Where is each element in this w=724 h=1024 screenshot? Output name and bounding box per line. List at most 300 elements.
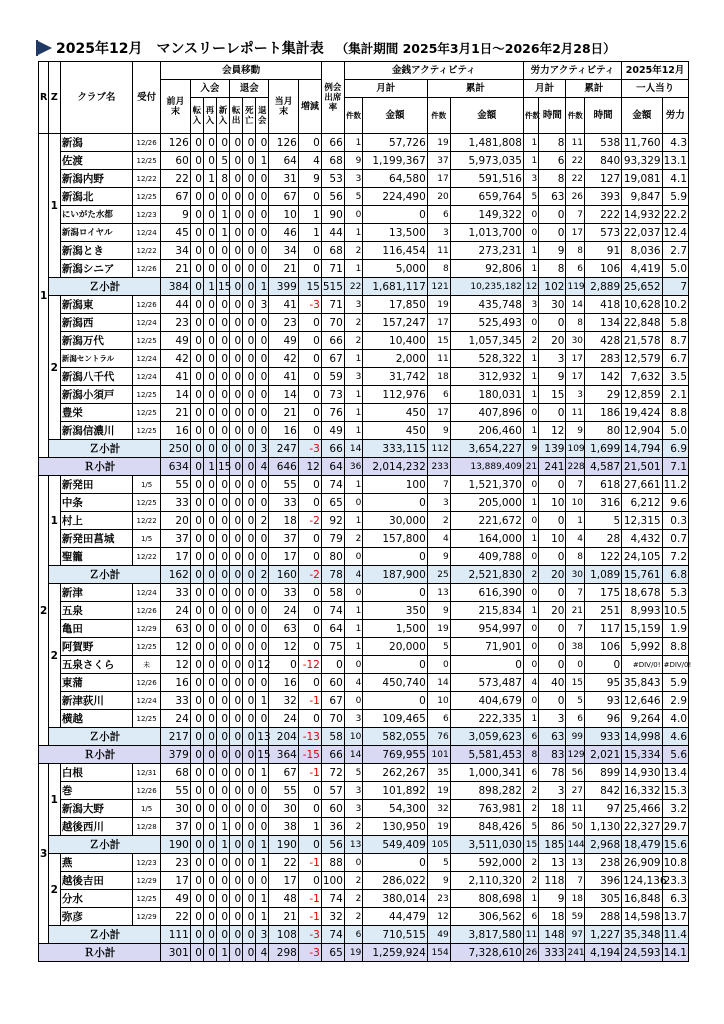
value-cell: 0 [203, 260, 216, 278]
value-cell: 0 [203, 944, 216, 962]
value-cell: 15.6 [662, 836, 688, 854]
value-cell: 8 [523, 746, 538, 764]
value-cell: 0 [216, 188, 229, 206]
value-cell: 68 [321, 152, 344, 170]
value-cell: 2 [523, 800, 538, 818]
value-cell: 283 [585, 350, 622, 368]
updated-date: 12/26 [132, 134, 160, 152]
value-cell: 0 [190, 476, 203, 494]
value-cell: 29.7 [662, 818, 688, 836]
value-cell: 0 [190, 710, 203, 728]
col-club: クラブ名 [60, 62, 132, 134]
value-cell: 0 [243, 692, 256, 710]
value-cell: 23 [161, 314, 190, 332]
subtotal-label: Ｚ小計 [48, 836, 160, 854]
club-name: 横越 [60, 710, 132, 728]
updated-date: 12/25 [132, 404, 160, 422]
value-cell: 0 [190, 260, 203, 278]
value-cell: 5.9 [662, 674, 688, 692]
value-cell: 57,726 [363, 134, 427, 152]
value-cell: 8 [539, 260, 566, 278]
value-cell: 21 [269, 908, 298, 926]
value-cell: 2 [344, 242, 363, 260]
value-cell: 0 [230, 818, 243, 836]
value-cell: 2,000 [363, 350, 427, 368]
value-cell: 0 [216, 350, 229, 368]
table-row [39, 674, 689, 692]
col-labor-monthly: 月計 [523, 80, 566, 98]
value-cell: 21,501 [622, 458, 662, 476]
value-cell: 3 [566, 386, 585, 404]
value-cell: 19 [427, 620, 450, 638]
value-cell: 64 [321, 620, 344, 638]
value-cell: 0 [203, 602, 216, 620]
value-cell: 0 [190, 872, 203, 890]
value-cell: 0 [298, 872, 321, 890]
value-cell: 101 [427, 746, 450, 764]
value-cell: 0 [243, 458, 256, 476]
table-row [39, 422, 689, 440]
value-cell: 2 [344, 530, 363, 548]
value-cell: 0 [539, 404, 566, 422]
value-cell: 0 [190, 800, 203, 818]
value-cell: 9 [427, 602, 450, 620]
value-cell: 67 [269, 764, 298, 782]
value-cell: 0 [298, 386, 321, 404]
value-cell: 0 [216, 638, 229, 656]
value-cell: 0 [298, 710, 321, 728]
value-cell: 108 [269, 926, 298, 944]
value-cell: 0 [190, 386, 203, 404]
value-cell: 221,672 [450, 512, 523, 530]
value-cell: 30 [269, 800, 298, 818]
value-cell: 842 [585, 782, 622, 800]
value-cell: 14,794 [622, 440, 662, 458]
value-cell: 0 [190, 206, 203, 224]
value-cell: 0 [190, 530, 203, 548]
value-cell: 9 [344, 152, 363, 170]
value-cell: 4,432 [622, 530, 662, 548]
value-cell: 6.7 [662, 350, 688, 368]
value-cell: 0 [256, 134, 269, 152]
value-cell: 298 [269, 944, 298, 962]
value-cell: 92 [321, 512, 344, 530]
value-cell: 1,521,370 [450, 476, 523, 494]
value-cell: 0 [230, 332, 243, 350]
value-cell: 13.1 [662, 152, 688, 170]
value-cell: 2,021 [585, 746, 622, 764]
value-cell: 15 [216, 458, 229, 476]
value-cell: 582,055 [363, 728, 427, 746]
value-cell: 15 [256, 746, 269, 764]
value-cell: 73 [321, 386, 344, 404]
table-row [39, 206, 689, 224]
value-cell: 21 [566, 602, 585, 620]
value-cell: 333,115 [363, 440, 427, 458]
zone-subtotal-row [39, 728, 689, 746]
value-cell: 59 [566, 908, 585, 926]
value-cell: 37 [269, 530, 298, 548]
value-cell: 12.4 [662, 224, 688, 242]
value-cell: 228 [566, 458, 585, 476]
value-cell: 0 [344, 854, 363, 872]
value-cell: 0 [190, 188, 203, 206]
value-cell: 21 [161, 404, 190, 422]
updated-date: 1/5 [132, 476, 160, 494]
value-cell: 8.7 [662, 332, 688, 350]
value-cell: 15 [298, 278, 321, 296]
value-cell: 42 [269, 350, 298, 368]
value-cell: 0 [203, 656, 216, 674]
value-cell: 0 [190, 656, 203, 674]
value-cell: 144 [566, 836, 585, 854]
value-cell: 11 [566, 134, 585, 152]
value-cell: 21 [269, 260, 298, 278]
value-cell: 0 [203, 242, 216, 260]
value-cell: 0 [216, 854, 229, 872]
value-cell: 0 [203, 332, 216, 350]
value-cell: 44,479 [363, 908, 427, 926]
value-cell: 0 [256, 494, 269, 512]
value-cell: 899 [585, 764, 622, 782]
value-cell: 0 [230, 404, 243, 422]
value-cell: 121 [427, 278, 450, 296]
value-cell: 88 [321, 854, 344, 872]
value-cell: -1 [298, 764, 321, 782]
value-cell: 0 [216, 386, 229, 404]
value-cell: 93,329 [622, 152, 662, 170]
table-row [39, 584, 689, 602]
value-cell: 0 [363, 584, 427, 602]
value-cell: 1 [344, 350, 363, 368]
value-cell: 206,460 [450, 422, 523, 440]
value-cell: 0 [230, 728, 243, 746]
value-cell: 6 [344, 926, 363, 944]
value-cell: 0 [216, 260, 229, 278]
value-cell: 0 [539, 224, 566, 242]
club-name: 中条 [60, 494, 132, 512]
value-cell: 0 [216, 494, 229, 512]
value-cell: 0 [298, 620, 321, 638]
value-cell: 0 [230, 638, 243, 656]
club-name: 新津 [60, 584, 132, 602]
value-cell: 0 [190, 584, 203, 602]
value-cell: 0 [243, 602, 256, 620]
value-cell: 0 [256, 476, 269, 494]
value-cell: 6 [427, 710, 450, 728]
value-cell: 3,511,030 [450, 836, 523, 854]
value-cell: 54,300 [363, 800, 427, 818]
value-cell: 157,247 [363, 314, 427, 332]
col-per-person: 一人当り [622, 80, 689, 98]
value-cell: 0 [230, 926, 243, 944]
value-cell: 27,661 [622, 476, 662, 494]
col-labor-monthly-hours: 時間 [539, 98, 566, 134]
value-cell: 76 [321, 404, 344, 422]
value-cell: 6.8 [662, 566, 688, 584]
updated-date: 12/24 [132, 368, 160, 386]
value-cell: 634 [161, 458, 190, 476]
value-cell: 11,760 [622, 134, 662, 152]
value-cell: 0 [298, 422, 321, 440]
value-cell: 0 [216, 764, 229, 782]
value-cell: 0 [190, 440, 203, 458]
value-cell: 4,419 [622, 260, 662, 278]
value-cell: 0 [243, 422, 256, 440]
col-join-new: 新入 [216, 98, 229, 134]
col-leave-quit: 退会 [256, 98, 269, 134]
value-cell: 0 [243, 872, 256, 890]
value-cell: 0 [523, 224, 538, 242]
value-cell: 65 [321, 494, 344, 512]
value-cell: 6.9 [662, 440, 688, 458]
value-cell: 4 [256, 944, 269, 962]
value-cell: 38 [566, 638, 585, 656]
value-cell: 22,327 [622, 818, 662, 836]
club-name: 越後吉田 [60, 872, 132, 890]
value-cell: 130,950 [363, 818, 427, 836]
value-cell: 12 [523, 278, 538, 296]
updated-date: 12/26 [132, 674, 160, 692]
value-cell: 44 [321, 224, 344, 242]
value-cell: 24 [269, 710, 298, 728]
club-name: 越後西川 [60, 818, 132, 836]
col-money-cum-count: 件数 [427, 98, 450, 134]
value-cell: 250 [161, 440, 190, 458]
value-cell: 7 [662, 278, 688, 296]
value-cell: 5 [344, 188, 363, 206]
value-cell: 2,014,232 [363, 458, 427, 476]
value-cell: 0 [190, 152, 203, 170]
value-cell: 3,654,227 [450, 440, 523, 458]
value-cell: 22 [269, 854, 298, 872]
col-prev-end: 前月末 [161, 80, 190, 134]
value-cell: 0 [190, 908, 203, 926]
value-cell: 1 [203, 458, 216, 476]
value-cell: 10 [427, 692, 450, 710]
value-cell: 11.2 [662, 476, 688, 494]
value-cell: 0 [539, 206, 566, 224]
value-cell: 618 [585, 476, 622, 494]
region-cell: 1 [39, 134, 49, 458]
value-cell: 0 [256, 872, 269, 890]
value-cell: 0 [203, 836, 216, 854]
value-cell: 57 [321, 782, 344, 800]
value-cell: 1,259,924 [363, 944, 427, 962]
updated-date: 12/25 [132, 890, 160, 908]
value-cell: 10,400 [363, 332, 427, 350]
col-attend: 例会出席率 [321, 62, 344, 134]
value-cell: 848,426 [450, 818, 523, 836]
value-cell: 0 [298, 674, 321, 692]
value-cell: 186 [585, 404, 622, 422]
value-cell: 9 [427, 548, 450, 566]
value-cell: 148 [539, 926, 566, 944]
value-cell: 106 [585, 638, 622, 656]
value-cell: 0 [230, 854, 243, 872]
club-name: 豊栄 [60, 404, 132, 422]
value-cell: 34 [161, 242, 190, 260]
value-cell: 0 [243, 224, 256, 242]
value-cell: 0 [523, 314, 538, 332]
value-cell: 0 [256, 206, 269, 224]
value-cell: 0 [243, 134, 256, 152]
value-cell: 0 [203, 782, 216, 800]
value-cell: 0 [243, 800, 256, 818]
value-cell: 19 [427, 818, 450, 836]
value-cell: 37 [161, 530, 190, 548]
value-cell: 56 [321, 188, 344, 206]
value-cell: 0 [216, 404, 229, 422]
value-cell: 0 [539, 548, 566, 566]
value-cell: 13,500 [363, 224, 427, 242]
value-cell: 0 [203, 494, 216, 512]
value-cell: 60 [321, 674, 344, 692]
value-cell: 404,679 [450, 692, 523, 710]
value-cell: 2 [523, 782, 538, 800]
table-row [39, 404, 689, 422]
value-cell: 100 [363, 476, 427, 494]
value-cell: 1 [344, 422, 363, 440]
value-cell: 0 [203, 728, 216, 746]
value-cell: 0 [216, 242, 229, 260]
col-money-cum-amount: 金額 [450, 98, 523, 134]
value-cell: 0 [243, 566, 256, 584]
value-cell: 8 [539, 134, 566, 152]
value-cell: 1 [298, 206, 321, 224]
value-cell: 18 [427, 368, 450, 386]
value-cell: 0 [190, 638, 203, 656]
col-money-monthly-amount: 金額 [363, 98, 427, 134]
value-cell: 1,013,700 [450, 224, 523, 242]
value-cell: 18 [269, 512, 298, 530]
value-cell: 0 [523, 404, 538, 422]
value-cell: 0 [230, 278, 243, 296]
value-cell: 83 [539, 746, 566, 764]
value-cell: 19 [427, 782, 450, 800]
col-leave: 退会 [230, 80, 269, 98]
value-cell: 12 [161, 638, 190, 656]
value-cell: 0 [256, 422, 269, 440]
value-cell: 25,466 [622, 800, 662, 818]
value-cell: 3 [344, 170, 363, 188]
table-row [39, 602, 689, 620]
value-cell: 0 [344, 692, 363, 710]
value-cell: 14 [269, 386, 298, 404]
value-cell: 56 [566, 764, 585, 782]
value-cell: 8 [566, 548, 585, 566]
value-cell: 2 [256, 566, 269, 584]
table-header [39, 62, 689, 134]
value-cell: 20 [161, 512, 190, 530]
value-cell: 49 [269, 332, 298, 350]
value-cell: 35 [427, 764, 450, 782]
value-cell: 38 [269, 818, 298, 836]
value-cell: 7.1 [662, 458, 688, 476]
table-row [39, 476, 689, 494]
value-cell: 0 [298, 368, 321, 386]
value-cell: -1 [298, 908, 321, 926]
updated-date: 未 [132, 656, 160, 674]
value-cell: 933 [585, 728, 622, 746]
value-cell: 0 [298, 584, 321, 602]
value-cell: 60 [321, 800, 344, 818]
value-cell: 0 [230, 386, 243, 404]
club-name: 白根 [60, 764, 132, 782]
value-cell: 0.3 [662, 512, 688, 530]
value-cell: 68 [321, 242, 344, 260]
updated-date: 12/22 [132, 170, 160, 188]
value-cell: 1 [523, 422, 538, 440]
value-cell: 0 [256, 710, 269, 728]
value-cell: 2 [523, 332, 538, 350]
value-cell: 112,976 [363, 386, 427, 404]
value-cell: 0 [203, 512, 216, 530]
club-name: 新潟信濃川 [60, 422, 132, 440]
value-cell: 17 [161, 548, 190, 566]
value-cell: 50 [566, 818, 585, 836]
value-cell: 16,332 [622, 782, 662, 800]
value-cell: 379 [161, 746, 190, 764]
value-cell: 0 [190, 368, 203, 386]
table-row [39, 854, 689, 872]
col-join: 入会 [190, 80, 229, 98]
table-row [39, 242, 689, 260]
value-cell: 1 [344, 134, 363, 152]
value-cell: 102 [539, 278, 566, 296]
value-cell: 763,981 [450, 800, 523, 818]
value-cell: 0 [539, 584, 566, 602]
value-cell: 592,000 [450, 854, 523, 872]
value-cell: 10 [344, 728, 363, 746]
value-cell: 0 [203, 908, 216, 926]
value-cell: 20,000 [363, 638, 427, 656]
value-cell: 7 [566, 206, 585, 224]
value-cell: 0 [256, 386, 269, 404]
value-cell: 0 [216, 332, 229, 350]
value-cell: 10 [566, 494, 585, 512]
col-leave-transfer: 転出 [230, 98, 243, 134]
value-cell: 0 [256, 602, 269, 620]
club-name: 新潟万代 [60, 332, 132, 350]
value-cell: 0 [256, 530, 269, 548]
value-cell: 11 [427, 350, 450, 368]
value-cell: 33 [161, 692, 190, 710]
value-cell: 30 [566, 566, 585, 584]
updated-date: 12/29 [132, 908, 160, 926]
value-cell: 3 [539, 782, 566, 800]
value-cell: 0 [298, 602, 321, 620]
value-cell: 0 [230, 548, 243, 566]
value-cell: 0 [203, 890, 216, 908]
value-cell: 0 [203, 206, 216, 224]
value-cell: 112 [427, 440, 450, 458]
value-cell: 33 [269, 584, 298, 602]
value-cell: 407,896 [450, 404, 523, 422]
value-cell: -1 [298, 890, 321, 908]
value-cell: 2.1 [662, 386, 688, 404]
value-cell: 0 [190, 224, 203, 242]
value-cell: 646 [269, 458, 298, 476]
col-join-transfer: 転入 [190, 98, 203, 134]
value-cell: 0 [203, 368, 216, 386]
value-cell: 96 [585, 710, 622, 728]
club-name: 新潟内野 [60, 170, 132, 188]
value-cell: -3 [298, 926, 321, 944]
value-cell: 8 [566, 242, 585, 260]
value-cell: 399 [269, 278, 298, 296]
value-cell: 3 [427, 494, 450, 512]
